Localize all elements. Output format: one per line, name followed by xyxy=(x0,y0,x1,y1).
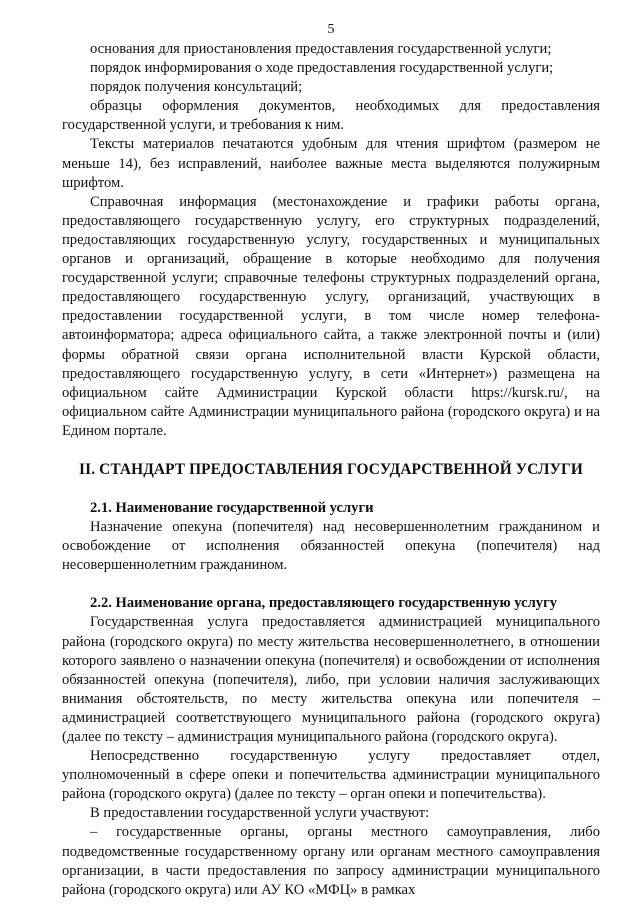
subsection-2-2-paragraph-2: Непосредственно государственную услугу предоставляет отдел, уполномоченный в сфере опеки и попечительства администрации муниципального района (городского округа) (далее по тексту – орган опеки и попечительства). xyxy=(62,748,600,803)
intro-item-document-samples: образцы оформления документов, необходимых для предоставления государственной услуги, и требования к ним. xyxy=(62,98,600,134)
intro-item-consultations: порядок получения консультаций; xyxy=(90,79,303,96)
section-title: II. СТАНДАРТ ПРЕДОСТАВЛЕНИЯ ГОСУДАРСТВЕННОЙ УСЛУГИ xyxy=(79,460,583,478)
subsection-2-2-paragraph-1: Государственная услуга предоставляется администрацией муниципального района (городского округа) по месту жительства несовершеннолетнего, в отношении которого заявлено о назначении опекуна (попечителя) и освобождении от исполнения обязанностей опекуна (попечителя), либо, при условии наличия заслуживающих внимания обстоятельств, по месту жительства опекуна или попечителя – администрацией соответствующего муниципального района (городского округа) (далее по тексту – администрация муниципального района (городского округа). xyxy=(62,614,600,745)
subsection-2-1-title: 2.1. Наименование государственной услуги xyxy=(90,499,374,516)
spacer xyxy=(62,575,600,594)
texts-paragraph: Тексты материалов печатаются удобным для чтения шрифтом (размером не меньше 14), без исправлений, наиболее важные места выделяются полужирным шрифтом. xyxy=(62,136,600,191)
page-number: 5 xyxy=(327,22,335,37)
intro-item-progress: порядок информирования о ходе предоставления государственной услуги; xyxy=(90,60,554,77)
subsection-2-2-title: 2.2. Наименование органа, предоставляющего государственную услугу xyxy=(90,595,558,612)
subsection-2-2-paragraph-3: В предоставлении государственной услуги участвуют: xyxy=(90,805,430,822)
subsection-2-1-text: Назначение опекуна (попечителя) над несовершеннолетним гражданином и освобождение от исполнения обязанностей опекуна (попечителя) над несовершеннолетним гражданином. xyxy=(62,519,600,574)
subsection-2-2-paragraph-4: – государственные органы, органы местного самоуправления, либо подведомственные государственному органу или органам местного самоуправления организации, в части предоставления по запросу администрации муниципального района (городского округа) или АУ КО «МФЦ» в рамках xyxy=(62,824,600,898)
intro-item-grounds: основания для приостановления предоставления государственной услуги; xyxy=(90,41,552,57)
reference-paragraph: Справочная информация (местонахождение и графики работы органа, предоставляющего государственную услугу, его структурных подразделений, предоставляющих государственную услугу, государственных и муниципальных органов и организаций, обращение в которые необходимо для получения государственной услуги; справочные телефоны структурных подразделений органа, предоставляющего государственную услугу, организаций, участвующих в предоставлении государственной услуги, в том числе номер телефона-автоинформатора; адреса официального сайта, а также электронной почты и (или) формы обратной связи органа исполнительной власти Курской области, предоставляющего государственную услугу, в сети «Интернет») размещена на официальном сайте Администрации Курской области https://kursk.ru/, на официальном сайте Администрации муниципального района (городского округа) и на Едином портале. xyxy=(62,193,600,439)
